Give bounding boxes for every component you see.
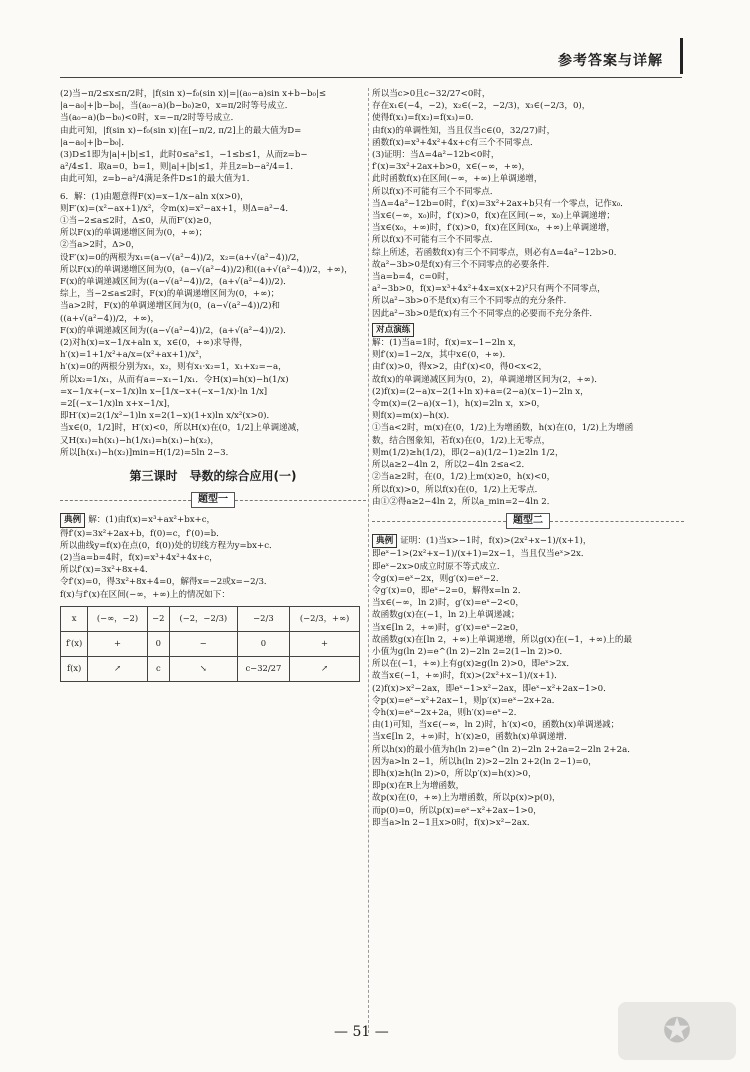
text-line: 综上所述，若函数f(x)有三个不同零点，则必有Δ=4a²−12b>0． [372,247,623,258]
table-cell: + [88,631,147,656]
text-line: 令g′(x)=0，即eˣ−2=0，解得x=ln 2． [372,585,527,596]
text-line: 当Δ=4a²−12b=0时，f′(x)=3x²+2ax+b只有一个零点，记作x₀． [372,198,629,209]
band-rule [235,500,366,501]
text-line: 所以f′(x)=3x²+8x+4． [60,565,154,576]
text-line: 由(1)可知，当x∈(−∞，ln 2)时，h′(x)<0，函数h(x)单调递减； [372,720,620,731]
text-line: ②当a≥2时，在(0，1/2)上m(x)≥0，h(x)<0， [372,472,556,483]
text-line: 此时函数f(x)在区间(−∞，+∞)上单调递增， [372,174,543,185]
band-label: 题型二 [506,513,550,529]
page-number: — 51 — [334,1024,389,1040]
text-line: 所以a≥2−4ln 2，所以2−4ln 2≤a<2． [372,460,531,471]
text-line: 当(a₀−a)(b−b₀)<0时，x=−π/2时等号成立． [60,113,240,124]
drill-heading [372,323,684,337]
table-cell: x [61,606,88,631]
example-tag: 典例 [60,513,85,527]
text-line: 由此可知，z=b−a²/4满足条件D≤1的最大值为1． [60,174,256,185]
text-line: 当x∈(x₀，+∞)时，f′(x)>0，f(x)在区间(x₀，+∞)上单调递增， [372,223,615,234]
text-line: 故f(x)的单调递减区间为(0，2)，单调递增区间为(2，+∞)． [372,374,603,385]
table-cell: f(x) [61,656,88,681]
text-line: 6．解：(1)由题意得F(x)=x−1/x−aln x(x>0)， [60,191,249,202]
drill-tag: 对点演练 [372,323,414,337]
stamp-icon: ✪ [662,1011,692,1051]
header-rule [60,77,682,78]
text-line: 故p(x)在(0，+∞)上为增函数，所以p(x)>p(0)， [372,793,561,804]
table-row [61,656,360,681]
text-line: 当a>2时，F(x)的单调递增区间为(0，(a−√(a²−4))/2)和 [60,301,281,312]
example-first-line: 解：(1)由f(x)=x³+ax²+bx+c， [88,515,216,526]
text-line: (2)当−π/2≤x≤π/2时，|f(sin x)−f₀(sin x)|=|(a₀−a)sin x+b−b₀|≤ [60,89,327,99]
text-line: 又H(x₁)=h(x₁)−h(1/x₁)=h(x₁)−h(x₂)， [60,435,219,446]
text-line: 故a²−3b>0是f(x)有三个不同零点的必要条件． [372,259,556,270]
table-row [61,606,360,631]
text-line: 故函数g(x)在(−1，ln 2)上单调递减； [372,610,520,621]
text-line: 综上，当−2≤a≤2时，F(x)的单调递增区间为(0，+∞)； [60,289,280,300]
table-cell: ↘ [169,656,237,681]
text-line: ①当a<2时，m(x)在(0，1/2)上为增函数，h(x)在(0，1/2)上为增函 [372,423,634,434]
example-line [372,534,684,548]
table-cell: (−2/3，+∞) [290,606,360,631]
header-bar [680,38,683,74]
text-line: a²/4≤1．取a=0，b=1，则|a|+|b|≤1，并且z=b−a²/4=1． [60,162,300,173]
example-first-line: 证明：(1)当x>−1时，f(x)>(2x²+x−1)/(x+1)， [400,536,592,547]
band-rule [550,521,684,522]
text-line: h′(x)=1+1/x²+a/x=(x²+ax+1)/x²， [60,350,208,361]
text-line: 存在x₁∈(−4，−2)，x₂∈(−2，−2/3)，x₃∈(−2/3，0)， [372,101,591,112]
text-line: 即H′(x)=2(1/x²−1)ln x=2(1−x)(1+x)ln x/x²(x>0)． [60,411,276,422]
column-divider [368,88,369,1033]
text-line: |a−a₀|+|b−b₀|． [60,137,130,148]
left-part-b [60,191,366,459]
table-cell: −2/3 [237,606,289,631]
text-line: 则f(x)=m(x)−h(x)． [372,411,456,422]
text-line: (3)D≤1即为|a|+|b|≤1，此时0≤a²≤1，−1≤b≤1，从而z=b− [60,150,308,161]
text-line: 所以[h(x₁)−h(x₂)]min=H(1/2)=5ln 2−3． [60,447,235,458]
table-cell: + [290,631,360,656]
text-line: 由此可知，|f(sin x)−f₀(sin x)|在[−π/2, π/2]上的最大值为D= [60,125,302,136]
left-column [60,88,366,682]
band-label: 题型一 [191,492,235,508]
watermark [618,1002,736,1060]
text-line: 所以x₂=1/x₁，从而有a=−x₁−1/x₁．令H(x)=h(x)−h(1/x) [60,374,289,385]
text-line: 故当x∈(−1，+∞)时，f(x)>(2x²+x−1)/(x+1)． [372,671,563,682]
text-line: 所以f(x)不可能有三个不同零点． [372,186,499,197]
text-line: 当a=b=4，c=0时， [372,272,455,283]
text-line: 所以h(x)的最小值为h(ln 2)=e^(ln 2)−2ln 2+2a=2−2ln 2+2a． [372,744,636,755]
text-line: 由①②得a≥2−4ln 2，所以a_min=2−4ln 2． [372,496,556,507]
table-cell: c [147,656,169,681]
text-line: 令m(x)=(2−a)(x−1)，h(x)=2ln x，x>0， [372,399,546,410]
text-line: 而p(0)=0，所以p(x)=eˣ−x²+2ax−1>0， [372,805,542,816]
text-line: 由f′(x)>0，得x>2，由f′(x)<0，得0<x<2， [372,362,548,373]
text-line: 所以F(x)的单调递增区间为(0，+∞)； [60,228,208,239]
section-title: 第三课时 导数的综合应用(一) [129,469,297,484]
text-line: 当x∈(0，1/2]时，H′(x)<0，所以H(x)在(0，1/2]上单调递减， [60,423,305,434]
type-one-band [60,492,366,508]
text-line: 因此a²−3b>0是f(x)有三个不同零点的必要而不充分条件． [372,308,599,319]
text-line: 由f(x)的单调性知，当且仅当c∈(0，32/27)时， [372,125,556,136]
example-tag: 典例 [372,534,397,548]
text-line: 所以f(x)不可能有三个不同零点． [372,235,499,246]
table-row [61,631,360,656]
text-line: 所以当c>0且c−32/27<0时， [372,89,491,99]
left-part-a [60,88,366,186]
table-cell: −2 [147,606,169,631]
text-line: ((a+√(a²−4))/2，+∞)， [60,313,160,324]
text-line: F(x)的单调递减区间为((a−√(a²−4))/2，(a+√(a²−4))/2)． [60,277,292,288]
text-line: 即eˣ−1>(2x²+x−1)/(x+1)=2x−1，当且仅当eˣ>2x． [372,549,590,560]
left-part-c [60,528,366,601]
text-line: 即eˣ−2x>0成立时原不等式成立． [372,561,506,572]
text-line: (2)当a=b=4时，f(x)=x³+4x²+4x+c， [60,552,218,563]
right-part-c [372,548,684,829]
text-line: h′(x)=0的两根分别为x₁，x₂，则有x₁·x₂=1，x₁+x₂=−a， [60,362,287,373]
right-part-b [372,337,684,508]
right-column [372,88,684,829]
text-line: 因为a>ln 2−1，所以h(ln 2)>2−2ln 2+2(ln 2−1)=0， [372,756,597,767]
table-cell: − [169,631,237,656]
example-line [60,513,366,527]
text-line: 所以f(x)>0，所以f(x)在(0，1/2)上无零点． [372,484,544,495]
table-cell: (−∞，−2) [88,606,147,631]
table-cell: (−2，−2/3) [169,606,237,631]
text-line: 则m(1/2)≥h(1/2)，即(2−a)(1/2−1)≥2ln 1/2， [372,447,564,458]
text-line: 则F′(x)=(x²−ax+1)/x²，令m(x)=x²−ax+1，则Δ=a²−4． [60,203,294,214]
text-line: =2[(−x−1/x)ln x+x−1/x]， [60,399,176,410]
table-cell: f′(x) [61,631,88,656]
text-line: f′(x)=3x²+2ax+b>0，x∈(−∞，+∞)， [372,162,531,173]
text-line: 当x∈(−∞，ln 2)时，g′(x)=eˣ−2<0， [372,598,524,609]
text-line: f(x)与f′(x)在区间(−∞，+∞)上的情况如下： [60,589,230,600]
table-cell: c−32/27 [237,656,289,681]
text-line: 令f′(x)=0，得3x²+8x+4=0，解得x=−2或x=−2/3． [60,577,273,588]
text-line: 解：(1)当a=1时，f(x)=x−1−2ln x， [372,338,522,349]
table-cell: ↗ [290,656,360,681]
text-line: 即h(x)≥h(ln 2)>0，所以p′(x)=h(x)>0， [372,768,537,779]
text-line: (2)f(x)=(2−a)x−2(1+ln x)+a=(2−a)(x−1)−2ln x， [372,386,589,397]
right-part-a [372,88,684,320]
text-line: |a−a₀|+|b−b₀|，当(a₀−a)(b−b₀)≥0，x=π/2时等号成立． [60,101,294,112]
text-line: 即当a>ln 2−1且x>0时，f(x)>x²−2ax． [372,817,536,828]
text-line: 故函数g(x)在[ln 2，+∞)上单调递增，所以g(x)在(−1，+∞)上的最 [372,634,633,645]
text-line: 小值为g(ln 2)=e^(ln 2)−2ln 2=2(1−ln 2)>0． [372,646,569,657]
header-title: 参考答案与详解 [558,53,663,69]
text-line: 当x∈[ln 2，+∞)时，g′(x)=eˣ−2≥0， [372,622,524,633]
text-line: 令h(x)=eˣ−2x+2a，则h′(x)=eˣ−2． [372,707,523,718]
text-line: a²−3b>0，f(x)=x³+4x²+4x=x(x+2)²只有两个不同零点， [372,284,606,295]
text-line: 数，结合图象知，若f(x)在(0，1/2)上无零点， [372,435,551,446]
text-line: (3)证明：当Δ=4a²−12b<0时， [372,150,500,161]
band-rule [60,500,191,501]
text-line: 当x∈[ln 2，+∞)时，h′(x)≥0，函数h(x)单调递增． [372,732,573,743]
text-line: F(x)的单调递减区间为((a−√(a²−4))/2，(a+√(a²−4))/2)． [60,325,292,336]
text-line: 则f′(x)=1−2/x，其中x∈(0，+∞)． [372,350,512,361]
text-line: 令g(x)=eˣ−2x，则g′(x)=eˣ−2． [372,573,505,584]
text-line: 所以在(−1，+∞)上有g(x)≥g(ln 2)>0，即eˣ>2x． [372,659,575,670]
text-line: 即p(x)在R上为增函数， [372,781,465,792]
text-line: 函数f(x)=x³+4x²+4x+c有三个不同零点． [372,137,539,148]
text-line: 令p(x)=eˣ−x²+2ax−1，则p′(x)=eˣ−2x+2a． [372,695,561,706]
band-rule [372,521,506,522]
text-line: 所以曲线y=f(x)在点(0，f(0))处的切线方程为y=bx+c． [60,540,278,551]
table-cell: 0 [147,631,169,656]
text-line: 当x∈(−∞，x₀)时，f′(x)>0，f(x)在区间(−∞，x₀)上单调递增； [372,211,615,222]
text-line: (2)f(x)>x²−2ax，即eˣ−1>x²−2ax，即eˣ−x²+2ax−1>0． [372,683,612,694]
sign-table [60,606,360,682]
text-line: =x−1/x+(−x−1/x)ln x−[1/x−x+(−x−1/x)·ln 1/x] [60,386,268,397]
text-line: 所以a²−3b>0不是f(x)有三个不同零点的充分条件． [372,296,573,307]
table-cell: ↗ [88,656,147,681]
text-line: 所以F(x)的单调递增区间为(0，(a−√(a²−4))/2)和((a+√(a²−4))/2，+∞)， [60,264,353,275]
text-line: ①当−2≤a≤2时，Δ≤0，从而F′(x)≥0， [60,216,218,227]
text-line: (2)对h(x)=x−1/x+aln x，x∈(0，+∞)求导得， [60,338,248,349]
text-line: 得f′(x)=3x²+2ax+b，f(0)=c，f′(0)=b． [60,528,225,539]
text-line: ②当a>2时，Δ>0， [60,240,140,251]
type-two-band [372,513,684,529]
text-line: 使得f(x₁)=f(x₂)=f(x₃)=0． [372,113,480,124]
table-cell: 0 [237,631,289,656]
text-line: 设F′(x)=0的两根为x₁=(a−√(a²−4))/2，x₂=(a+√(a²−4))/2， [60,252,305,263]
